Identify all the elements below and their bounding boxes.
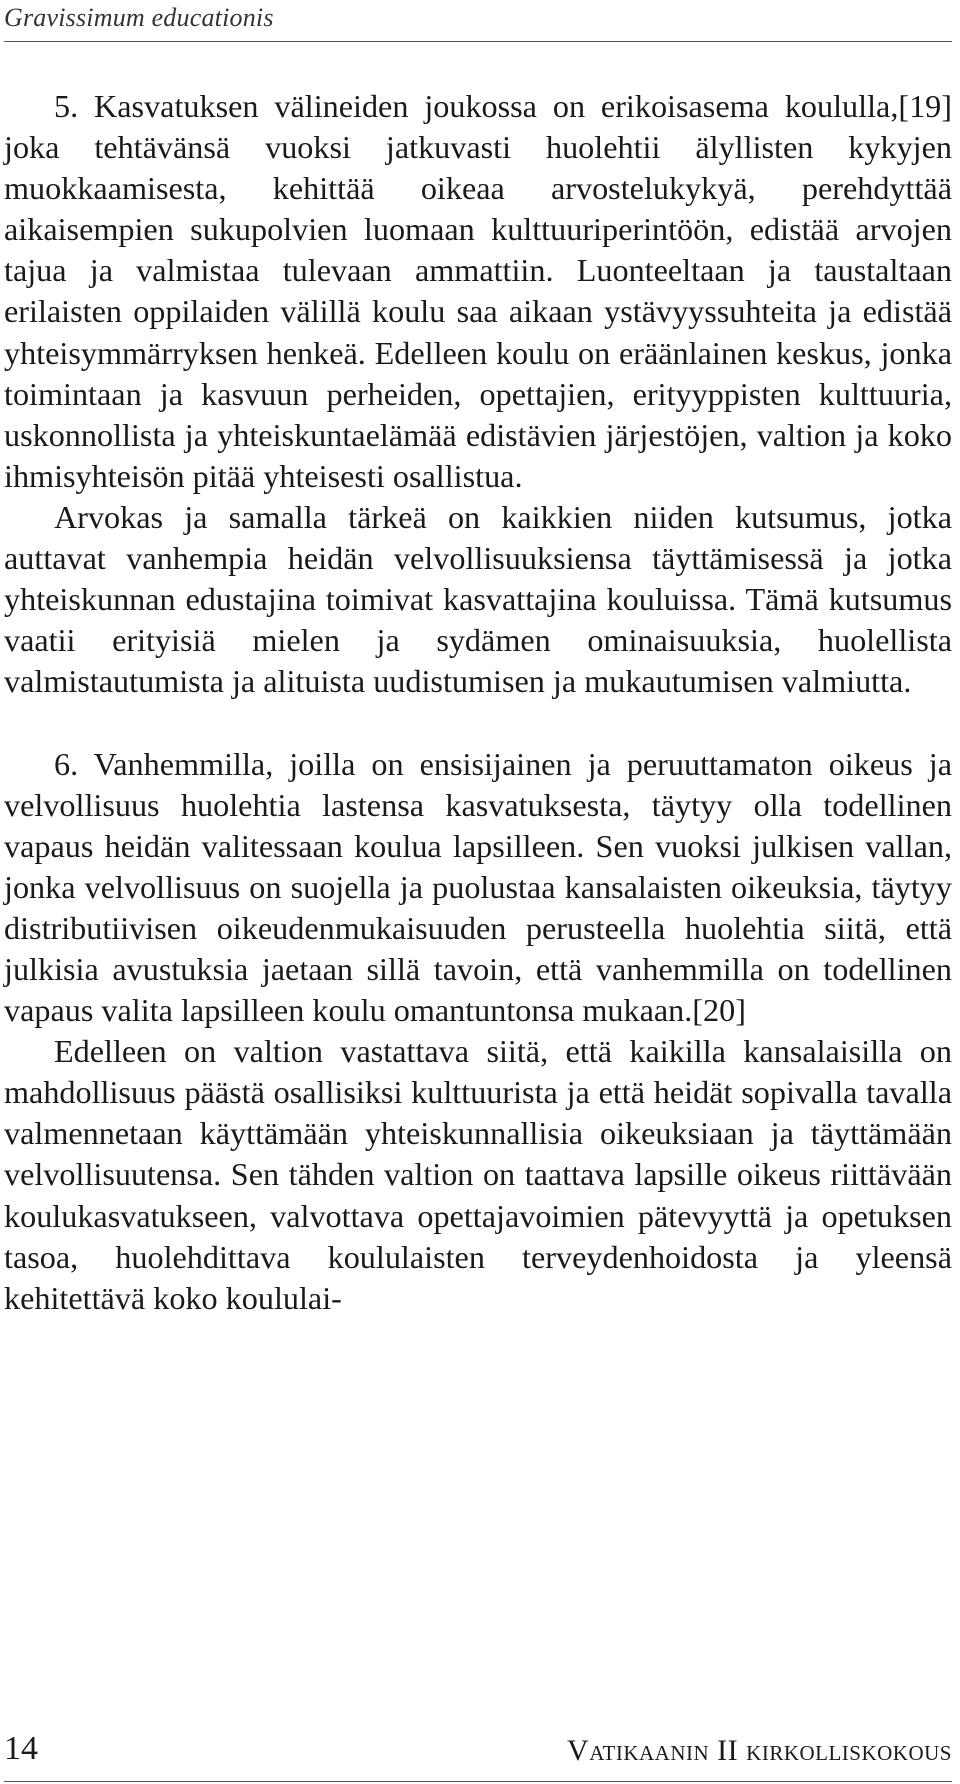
header-rule (4, 41, 952, 42)
paragraph-5-intro: 5. Kasvatuksen välineiden joukossa on erikoisasema koululla,[19] joka tehtävänsä vuoksi jatkuvasti huolehtii älyllisten kykyjen muokkaamisesta, kehittää oikeaa arvostelukykyä, perehdyttää aikaisempien sukupolvien luomaan kulttuuriperintöön, edistää arvojen tajua ja valmistaa tulevaan ammattiin. Luonteeltaan ja taustaltaan erilaisten oppilaiden välillä koulu saa aikaan ystävyyssuhteita ja edistää yhteisymmärryksen henkeä. Edelleen koulu on eräänlainen keskus, jonka toimintaan ja kasvuun perheiden, opettajien, erityyppisten kulttuuria, uskonnollista ja yhteiskuntaelämää edistävien järjestöjen, valtion ja koko ihmisyhteisön pitää yhteisesti osallistua. (4, 88, 952, 494)
body-text (4, 86, 952, 1319)
page-number: 14 (4, 1730, 38, 1767)
paragraph-6-continued: Edelleen on valtion vastattava siitä, että kaikilla kansalaisilla on mahdollisuus päästä osallisiksi kulttuurista ja että heidät sopivalla tavalla valmennetaan käyttämään yhteiskunnallisia oikeuksiaan ja täyttämään velvollisuutensa. Sen tähden valtion on taattava lapsille oikeus riittävään koulukasvatukseen, valvottava opettajavoimien pätevyyttä ja opetuksen tasoa, huolehdittava koululaisten terveydenhoidosta ja yleensä kehitettävä koko koululai- (4, 1033, 952, 1316)
paragraph-6-intro: 6. Vanhemmilla, joilla on ensisijainen ja peruuttamaton oikeus ja velvollisuus huolehtia lastensa kasvatuksesta, täytyy olla todellinen vapaus heidän valitessaan koulua lapsilleen. Sen vuoksi julkisen vallan, jonka velvollisuus on suojella ja puolustaa kansalaisten oikeuksia, täytyy distributiivisen oikeudenmukaisuuden perusteella huolehtia siitä, että julkisia avustuksia jaetaan sillä tavoin, että vanhemmilla on todellinen vapaus valita lapsilleen koulu omantuntonsa mukaan.[20] (4, 745, 952, 1029)
footer-rule (4, 1781, 952, 1782)
paragraph-5-continued: Arvokas ja samalla tärkeä on kaikkien niiden kutsumus, jotka auttavat vanhempia heidän velvollisuuksiensa täyttämisessä ja jotka yhteiskunnan edustajina toimivat kasvattajina kouluissa. Tämä kutsumus vaatii erityisiä mielen ja sydämen ominaisuuksia, huolellista valmistautumista ja alituista uudistumisen ja mukautumisen valmiutta. (4, 498, 952, 700)
running-header-title: Gravissimum educationis (4, 3, 274, 32)
running-footer-title: Vatikaanin II kirkolliskokous (567, 1734, 952, 1767)
